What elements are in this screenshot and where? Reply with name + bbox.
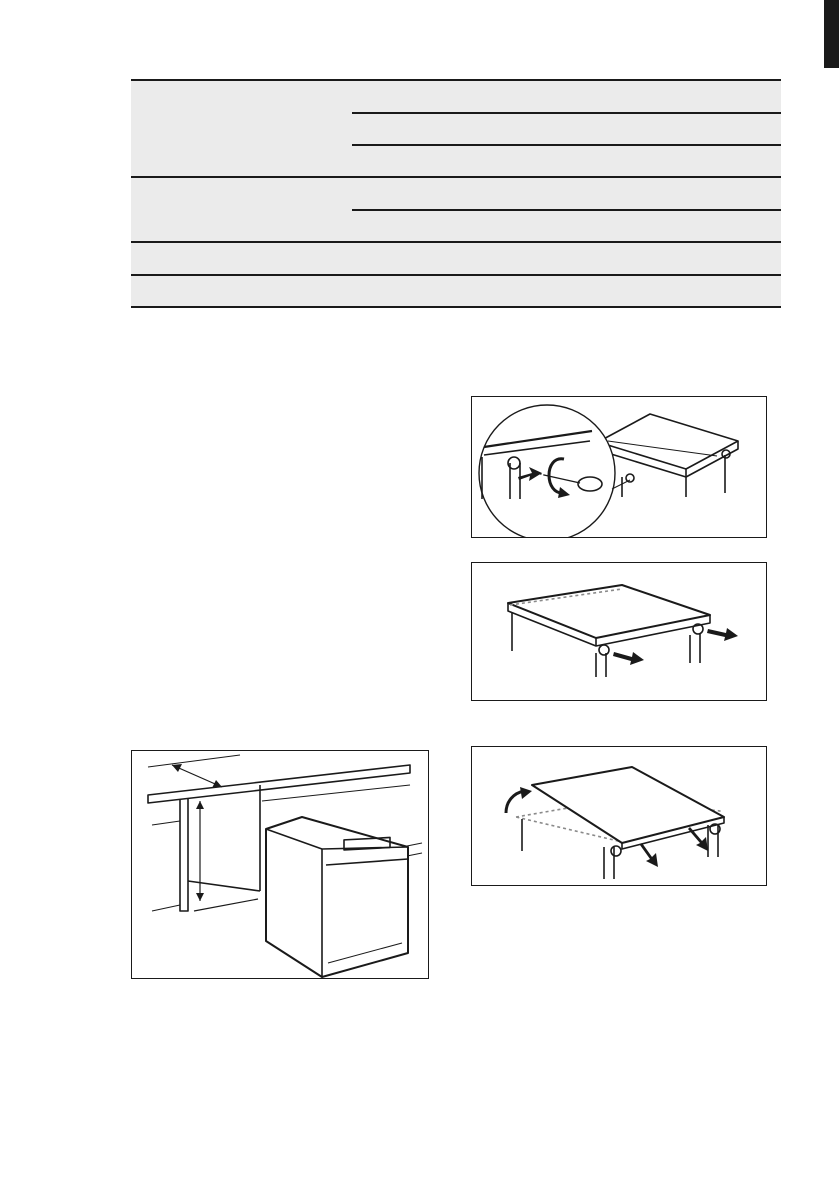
specification-table — [131, 79, 781, 308]
page-edge-marker — [824, 0, 839, 68]
figure-worktop-tilt-remove — [471, 746, 767, 886]
table-rule — [131, 79, 781, 81]
table-rule — [131, 241, 781, 243]
figure-worktop-slide-off — [471, 562, 767, 701]
figure-niche-installation — [131, 750, 429, 979]
niche-illustration — [132, 751, 428, 978]
worktop-slide-illustration — [472, 563, 766, 700]
table-rule — [352, 144, 781, 146]
worktop-tilt-illustration — [472, 747, 766, 885]
table-rule — [131, 274, 781, 276]
table-rule — [352, 209, 781, 211]
figure-worktop-screw-removal — [471, 396, 767, 538]
table-rule — [131, 306, 781, 308]
table-rule — [131, 176, 781, 178]
table-rule — [352, 112, 781, 114]
worktop-screw-illustration — [472, 397, 766, 537]
